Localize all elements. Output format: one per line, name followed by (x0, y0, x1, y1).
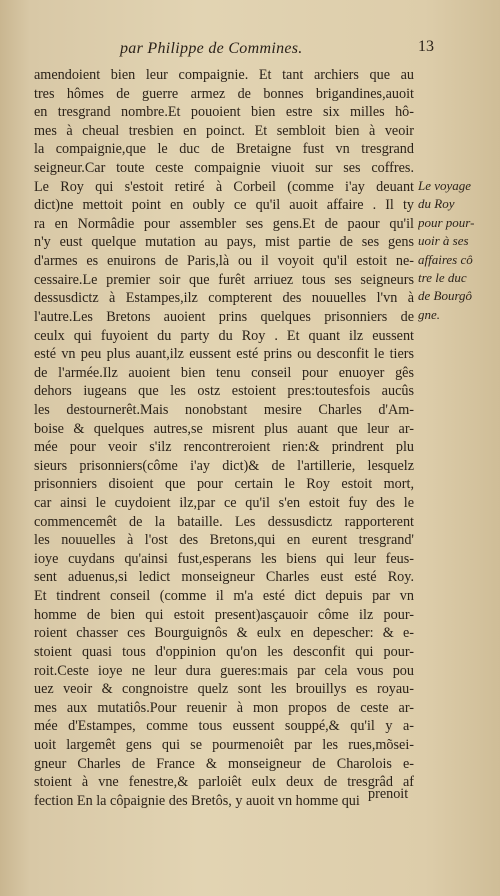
text-line: tres hômes de guerre armez de bonnes brigandines,auoit (34, 85, 414, 102)
text-line: en tresgrand nombre.Et pouoient bien estre six milles hô- (34, 104, 414, 121)
text-line: esté vn peu plus auant,ilz eussent esté prins ou desconfit le tiers (34, 346, 414, 363)
text-line: ceulx qui fuyoient du party du Roy . Et quant ilz eussent (34, 327, 414, 344)
text-line: roit.Ceste ioye ne leur dura gueres:mais par cela vous pou (34, 662, 414, 679)
text-line: uez veoir & congnoistre quelz sont les brouillys es royau- (34, 681, 414, 698)
text-line: mée pour veoir s'ilz rencontreroient rien:& prindrent plu (34, 439, 414, 456)
text-line: car ainsi le cuydoient ilz,par ce qu'il s'en estoit fuy des le (34, 495, 414, 512)
text-line: dict)ne mettoit point en oubly ce qu'il auoit affaire . Il ty (34, 197, 414, 214)
text-line: commencemêt de la bataille. Les dessusdictz rapporterent (34, 513, 414, 530)
catchword: prenoit (368, 786, 409, 802)
margin-note (418, 177, 500, 324)
text-line: Et tindrent conseil (comme il m'a esté dict depuis par vn (34, 588, 414, 605)
text-line: n'y eust quelque mutation au pays, mist partie de ses gens (34, 234, 414, 251)
margin-note-line: uoir à ses (418, 233, 469, 249)
text-line: stoient à vne fenestre,& parloiêt eulx deux de tresgrâd af (34, 774, 414, 791)
text-line: boise & quelques autres,se misrent plus auant que leur ar- (34, 420, 414, 437)
margin-note-line: du Roy (418, 196, 455, 212)
text-line: Le Roy qui s'estoit retiré à Corbeil (comme i'ay deuant (34, 178, 414, 195)
text-line: mes aux mutatiôs.Pour reuenir à mon propos de ceste ar- (34, 699, 414, 716)
text-line: fection En la côpaignie des Bretôs, y auoit vn homme qui (34, 792, 360, 809)
margin-note-line: gne. (418, 306, 441, 322)
margin-note-line: affaires cô (418, 251, 473, 267)
text-line: mée d'Estampes, comme tous eussent souppé,& qu'il y a- (34, 718, 414, 735)
text-line: amendoient bien leur compaignie. Et tant archiers que au (34, 67, 414, 83)
text-line: dessusdictz à Estampes,ilz compterent des nouuelles l'vn à (34, 290, 414, 307)
margin-note-line: tre le duc (418, 269, 467, 285)
text-line: la compaignie,que le duc de Bretaigne fust vn tresgrand (34, 141, 414, 158)
page-number: 13 (418, 38, 434, 55)
body-text (34, 66, 414, 810)
text-line: gneur Charles de France & monseigneur de Charolois e- (34, 755, 414, 772)
text-line: sieurs prisonniers(côme i'ay dict)& de l'artillerie, lesquelz (34, 457, 414, 474)
text-line: d'armes es enuirons de Paris,là ou il voyoit qu'il estoit ne- (34, 253, 414, 270)
text-line: cessaire.Le premier soir que furêt arriuez tous ses seigneurs (34, 271, 414, 288)
text-line: ra en Normâdie pour assembler ses gens.Et de paour qu'il (34, 215, 414, 232)
text-line: l'autre.Les Bretons auoient prins quelques prisonniers de (34, 308, 414, 325)
text-line: les nouuelles à l'ost des Bretons,qui en eurent tresgrand' (34, 532, 414, 549)
text-line: stoient quasi tous d'oppinion qu'on les desconfit qui pour- (34, 643, 414, 660)
text-line: prisonniers disoient que pour certain le Roy estoit mort, (34, 476, 414, 493)
margin-note-line: de Bourgô (418, 288, 473, 304)
margin-note-line: pour pour- (418, 214, 475, 230)
text-line: ioye cuydans qu'ainsi fust,esperans les biens qui leur feus- (34, 550, 414, 567)
text-line: homme de bien qui estoit present)asçauoir côme ilz pour- (34, 606, 414, 623)
margin-note-line: Le voyage (418, 178, 472, 193)
text-line: dehors iugeans que les ostz estoient pres:toutesfois aucûs (34, 383, 414, 400)
text-line: sent aduenus,si ledict monseigneur Charles eust esté Roy. (34, 569, 414, 586)
running-title: par Philippe de Commines. (120, 40, 303, 57)
text-line: roient chasser ces Bourguignôs & eulx en depescher: & e- (34, 625, 414, 642)
text-line: uoit largemêt gens qui se pourmenoiêt par les rues,mõsei- (34, 736, 414, 753)
text-line: les destournerêt.Mais nonobstant mesire Charles d'Am- (34, 401, 414, 418)
text-line: seigneur.Car toute ceste compaignie viuoit sur ses coffres. (34, 160, 414, 177)
text-line: mes à cheual tresbien en poinct. Et sembloit bien à veoir (34, 122, 414, 139)
text-line: de l'armée.Ilz auoient bien tenu conseil pour enuoyer gês (34, 364, 414, 381)
